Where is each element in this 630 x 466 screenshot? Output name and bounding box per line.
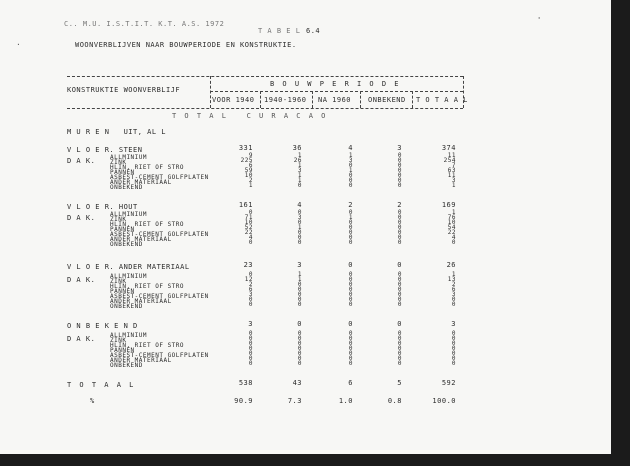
roof-value-cell: 22 — [447, 229, 456, 236]
roof-value-cell: 0 — [451, 350, 456, 357]
roof-value-cell: 7 — [451, 162, 456, 169]
scan-margin-bottom — [0, 454, 630, 466]
roof-value-cell: 0 — [348, 219, 353, 226]
roof-type-label: PANNEN — [110, 169, 135, 176]
roof-value-cell: 0 — [397, 239, 402, 246]
roof-value-cell: 52 — [244, 224, 253, 231]
roof-value-cell: 0 — [297, 286, 302, 293]
roof-value-cell: 0 — [297, 182, 302, 189]
roof-value-cell: 4 — [248, 234, 253, 241]
grand-total-cell: 5 — [397, 379, 402, 387]
roof-value-cell: 0 — [451, 239, 456, 246]
roof-value-cell: 1 — [348, 167, 353, 174]
group-total-cell: 0 — [348, 261, 353, 269]
roof-value-cell: 9 — [248, 152, 253, 159]
roof-value-cell: 0 — [348, 209, 353, 216]
roof-value-cell: 0 — [348, 177, 353, 184]
roof-value-cell: 0 — [348, 345, 353, 352]
section-title: T O T A L C U R A C A O — [172, 112, 328, 120]
roof-value-cell: 0 — [348, 281, 353, 288]
roof-value-cell: 0 — [397, 286, 402, 293]
roof-value-cell: 0 — [397, 172, 402, 179]
roof-value-cell: 3 — [248, 291, 253, 298]
roof-value-cell: 0 — [348, 296, 353, 303]
header-rule-bottom — [67, 108, 463, 109]
group-total-cell: 4 — [297, 201, 302, 209]
roof-value-cell: 0 — [397, 162, 402, 169]
roof-type-label: ANDER MATERIAAL — [110, 236, 172, 243]
roof-value-cell: 0 — [248, 271, 253, 278]
percent-cell: 90.9 — [234, 397, 253, 405]
roof-value-cell: 2 — [451, 281, 456, 288]
group-total-cell: 331 — [238, 144, 253, 152]
roof-value-cell: 0 — [397, 214, 402, 221]
column-header-voor-1940: VOOR 1940 — [212, 96, 255, 104]
roof-value-cell: 0 — [397, 152, 402, 159]
header-divider — [210, 76, 211, 108]
header-divider — [360, 91, 361, 108]
roof-value-cell: 0 — [397, 209, 402, 216]
roof-type-label: PANNEN — [110, 288, 135, 295]
group-total-cell: 169 — [441, 201, 456, 209]
roof-value-cell: 0 — [397, 229, 402, 236]
group-total-cell: 161 — [238, 201, 253, 209]
floor-group-label: V L O E R. ANDER MATERIAAL — [67, 263, 190, 271]
roof-value-cell: 1 — [297, 271, 302, 278]
group-total-cell: 4 — [348, 144, 353, 152]
roof-type-label: ASBEST-CEMENT GOLFPLATEN — [110, 231, 209, 238]
roof-value-cell: 0 — [397, 224, 402, 231]
roof-value-cell: 0 — [348, 301, 353, 308]
roof-value-cell: 0 — [348, 234, 353, 241]
roof-type-label: HLIN, RIET OF STRO — [110, 342, 185, 349]
roof-type-label: ONBEKEND — [110, 184, 143, 191]
group-total-cell: 0 — [397, 261, 402, 269]
roof-value-cell: 0 — [297, 239, 302, 246]
roof-value-cell: 0 — [348, 162, 353, 169]
roof-value-cell: 0 — [348, 350, 353, 357]
percent-cell: 0.8 — [387, 397, 402, 405]
roof-value-cell: 0 — [297, 296, 302, 303]
roof-value-cell: 0 — [248, 239, 253, 246]
group-total-cell: 374 — [441, 144, 456, 152]
roof-value-cell: 0 — [348, 340, 353, 347]
roof-value-cell: 1 — [248, 182, 253, 189]
roof-value-cell: 0 — [348, 330, 353, 337]
roof-type-label: ONBEKEND — [110, 362, 143, 369]
roof-value-cell: 0 — [297, 219, 302, 226]
roof-value-cell: 1 — [297, 162, 302, 169]
roof-value-cell: 0 — [248, 301, 253, 308]
roof-value-cell: 0 — [248, 209, 253, 216]
roof-value-cell: 0 — [348, 286, 353, 293]
grand-total-cell: 6 — [348, 379, 353, 387]
roof-value-cell: 0 — [297, 229, 302, 236]
roof-value-cell: 0 — [451, 355, 456, 362]
floor-group-label: V L O E R. HOUT — [67, 203, 138, 211]
roof-value-cell: 1 — [348, 152, 353, 159]
roof-value-cell: 11 — [447, 172, 456, 179]
roof-value-cell: 0 — [297, 330, 302, 337]
header-rule-middle — [210, 91, 463, 92]
roof-value-cell: 0 — [397, 271, 402, 278]
roof-value-cell: 1 — [297, 224, 302, 231]
roof-value-cell: 0 — [348, 229, 353, 236]
roof-type-label: ONBEKEND — [110, 303, 143, 310]
row-header-label: KONSTRUKTIE WOONVERBLIJF — [67, 86, 181, 94]
roof-value-cell: 0 — [348, 224, 353, 231]
roof-value-cell: 0 — [451, 301, 456, 308]
floor-group-label: O N B E K E N D — [67, 322, 138, 330]
grand-total-cell: 43 — [292, 379, 302, 387]
column-header-totaal: T O T A A L — [416, 96, 468, 104]
roof-value-cell: 0 — [297, 345, 302, 352]
column-group-header: B O U W P E R I O D E — [270, 80, 401, 88]
percent-cell: 1.0 — [338, 397, 353, 405]
roof-value-cell: 6 — [248, 162, 253, 169]
roof-value-cell: 0 — [397, 182, 402, 189]
roof-value-cell: 0 — [297, 234, 302, 241]
group-total-cell: 3 — [451, 320, 456, 328]
percent-cell: 7.3 — [287, 397, 302, 405]
group-total-cell: 36 — [292, 144, 302, 152]
roof-value-cell: 6 — [248, 286, 253, 293]
roof-type-label: HLIN, RIET OF STRO — [110, 283, 185, 290]
roof-value-cell: 0 — [297, 350, 302, 357]
roof-value-cell: 1 — [451, 271, 456, 278]
header-divider — [412, 91, 413, 108]
roof-type-label: ASBEST-CEMENT GOLFPLATEN — [110, 352, 209, 359]
roof-value-cell: 22 — [244, 229, 253, 236]
group-total-cell: 2 — [348, 201, 353, 209]
roof-value-cell: 0 — [451, 345, 456, 352]
roof-value-cell: 4 — [451, 234, 456, 241]
roof-value-cell: 0 — [397, 157, 402, 164]
table-label: T A B E L — [258, 27, 301, 35]
column-header-onbekend: ONBEKEND — [368, 96, 406, 104]
roof-value-cell: 0 — [348, 172, 353, 179]
roof-value-cell: 0 — [297, 301, 302, 308]
group-total-cell: 3 — [297, 261, 302, 269]
roof-type-label: ANDER MATERIAAL — [110, 298, 172, 305]
roof-value-cell: 0 — [397, 177, 402, 184]
roof-value-cell: 0 — [397, 335, 402, 342]
roof-value-cell: 0 — [297, 355, 302, 362]
roof-value-cell: 0 — [248, 355, 253, 362]
roof-value-cell: 0 — [348, 239, 353, 246]
roof-value-cell: 254 — [443, 157, 456, 164]
scan-margin-right — [611, 0, 630, 466]
roof-value-cell: 0 — [297, 209, 302, 216]
roof-value-cell: 3 — [297, 167, 302, 174]
roof-type-label: ALLMINIUM — [110, 154, 148, 161]
roof-type-label: ASBEST-CEMENT GOLFPLATEN — [110, 174, 209, 181]
roof-value-cell: 0 — [397, 167, 402, 174]
roof-value-cell: 10 — [244, 219, 253, 226]
roof-value-cell: 0 — [297, 291, 302, 298]
roof-value-cell: 0 — [348, 335, 353, 342]
roof-value-cell: 0 — [397, 291, 402, 298]
roof-value-cell: 0 — [397, 276, 402, 283]
roof-value-cell: 63 — [447, 167, 456, 174]
roof-value-cell: 0 — [397, 219, 402, 226]
roof-value-cell: 0 — [348, 271, 353, 278]
roof-value-cell: 0 — [397, 345, 402, 352]
roof-value-cell: 0 — [297, 281, 302, 288]
roof-value-cell: 0 — [348, 182, 353, 189]
roof-value-cell: 0 — [348, 360, 353, 367]
roof-value-cell: 3 — [451, 177, 456, 184]
roof-value-cell: 0 — [297, 360, 302, 367]
column-header-1940-1960: 1940-1960 — [264, 96, 307, 104]
roof-type-label: ASBEST-CEMENT GOLFPLATEN — [110, 293, 209, 300]
group-total-cell: 3 — [248, 320, 253, 328]
roof-type-label: HLIN, RIET OF STRO — [110, 221, 185, 228]
roof-value-cell: 0 — [397, 330, 402, 337]
grand-total-cell: 538 — [238, 379, 253, 387]
roof-value-cell: 0 — [451, 330, 456, 337]
table-title: WOONVERBLIJVEN NAAR BOUWPERIODE EN KONSTRUKTIE. — [75, 41, 297, 49]
percent-cell: 100.0 — [432, 397, 456, 405]
roof-value-cell: 0 — [397, 360, 402, 367]
roof-value-cell: 0 — [397, 301, 402, 308]
roof-value-cell: 0 — [248, 330, 253, 337]
walls-subheading: M U R E N UIT, AL L — [67, 128, 167, 136]
roof-value-cell: 0 — [397, 355, 402, 362]
roof-value-cell: 0 — [397, 350, 402, 357]
header-divider — [260, 91, 261, 108]
roof-type-label: ANDER MATERIAAL — [110, 357, 172, 364]
group-total-cell: 3 — [397, 144, 402, 152]
group-total-cell: 23 — [243, 261, 253, 269]
roof-value-cell: 0 — [397, 296, 402, 303]
roof-value-cell: 0 — [348, 355, 353, 362]
roof-type-label: PANNEN — [110, 226, 135, 233]
margin-mark: · — [16, 40, 21, 49]
roof-value-cell: 2 — [248, 281, 253, 288]
roof-value-cell: 0 — [348, 276, 353, 283]
roof-label: D A K. — [67, 214, 96, 222]
roof-label: D A K. — [67, 335, 96, 343]
roof-value-cell: 0 — [248, 345, 253, 352]
roof-value-cell: 54 — [447, 224, 456, 231]
roof-value-cell: 0 — [397, 281, 402, 288]
roof-value-cell: 0 — [297, 340, 302, 347]
roof-value-cell: 6 — [451, 286, 456, 293]
group-total-cell: 26 — [446, 261, 456, 269]
source-reference: C.. M.U. I.S.T.I.T. K.T. A.S. 1972 — [64, 20, 225, 28]
grand-total-label: T O T A A L — [67, 381, 136, 389]
grand-total-cell: 592 — [441, 379, 456, 387]
roof-value-cell: 11 — [447, 152, 456, 159]
roof-value-cell: 12 — [244, 276, 253, 283]
roof-value-cell: 10 — [447, 219, 456, 226]
roof-value-cell: 0 — [397, 340, 402, 347]
roof-value-cell: 0 — [451, 360, 456, 367]
percent-marker: % — [90, 397, 95, 405]
roof-type-label: ANDER MATERIAAL — [110, 179, 172, 186]
roof-value-cell: 1 — [348, 214, 353, 221]
roof-value-cell: 0 — [248, 335, 253, 342]
roof-value-cell: 10 — [244, 172, 253, 179]
roof-value-cell: 0 — [248, 296, 253, 303]
roof-type-label: ALLMINIUM — [110, 273, 148, 280]
corner-mark: ' — [537, 16, 542, 24]
roof-value-cell: 3 — [451, 291, 456, 298]
roof-value-cell: 3 — [297, 214, 302, 221]
roof-type-label: ZINK — [110, 216, 127, 223]
roof-type-label: ALLMINIUM — [110, 211, 148, 218]
roof-value-cell: 1 — [297, 276, 302, 283]
roof-type-label: ZINK — [110, 159, 127, 166]
roof-type-label: ZINK — [110, 278, 127, 285]
roof-value-cell: 1 — [297, 152, 302, 159]
table-number: 6.4 — [306, 27, 321, 35]
header-rule-top — [67, 76, 463, 77]
group-total-cell: 0 — [397, 320, 402, 328]
roof-value-cell: 0 — [397, 234, 402, 241]
roof-type-label: ALLMINIUM — [110, 332, 148, 339]
roof-value-cell: 76 — [447, 214, 456, 221]
roof-value-cell: 0 — [451, 340, 456, 347]
roof-value-cell: 1 — [297, 177, 302, 184]
roof-value-cell: 0 — [248, 340, 253, 347]
roof-value-cell: 2 — [248, 177, 253, 184]
roof-type-label: PANNEN — [110, 347, 135, 354]
floor-group-label: V L O E R. STEEN — [67, 146, 143, 154]
roof-value-cell: 3 — [348, 157, 353, 164]
roof-type-label: HLIN, RIET OF STRO — [110, 164, 185, 171]
roof-label: D A K. — [67, 157, 96, 165]
roof-value-cell: 225 — [240, 157, 253, 164]
roof-value-cell: 13 — [447, 276, 456, 283]
roof-value-cell: 0 — [348, 291, 353, 298]
roof-value-cell: 1 — [451, 182, 456, 189]
roof-value-cell: 0 — [451, 335, 456, 342]
roof-value-cell: 0 — [297, 335, 302, 342]
roof-type-label: ZINK — [110, 337, 127, 344]
roof-value-cell: 71 — [244, 214, 253, 221]
group-total-cell: 0 — [348, 320, 353, 328]
roof-value-cell: 59 — [244, 167, 253, 174]
roof-label: D A K. — [67, 276, 96, 284]
roof-value-cell: 0 — [451, 296, 456, 303]
roof-value-cell: 1 — [297, 172, 302, 179]
header-divider — [312, 91, 313, 108]
group-total-cell: 0 — [297, 320, 302, 328]
column-header-na-1960: NA 1960 — [318, 96, 352, 104]
roof-value-cell: 26 — [293, 157, 302, 164]
group-total-cell: 2 — [397, 201, 402, 209]
roof-type-label: ONBEKEND — [110, 241, 143, 248]
roof-value-cell: 0 — [248, 350, 253, 357]
roof-value-cell: 1 — [451, 209, 456, 216]
roof-value-cell: 0 — [248, 360, 253, 367]
